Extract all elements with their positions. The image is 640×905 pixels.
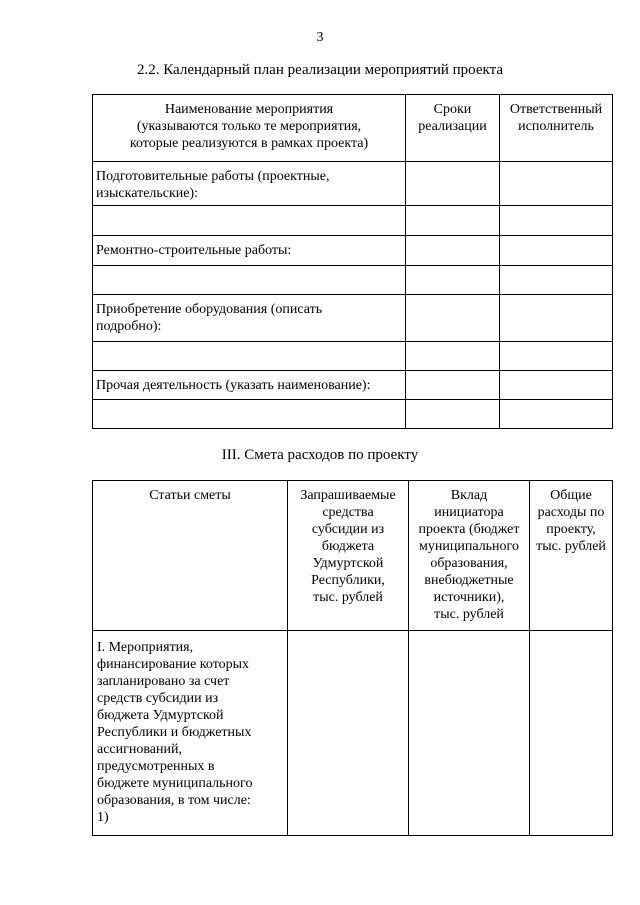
table-row xyxy=(93,236,613,266)
budget-estimate-table xyxy=(92,480,613,836)
implementation-plan-table xyxy=(92,94,613,429)
row-label: Прочая деятельность (указать наименование): xyxy=(93,371,406,400)
table-header-row xyxy=(93,95,613,162)
table-row xyxy=(93,400,613,429)
row-label: Приобретение оборудования (описать подробно): xyxy=(93,295,406,342)
header-initiator-contribution: Вклад инициатора проекта (бюджет муниципального образования, внебюджетные источники), тыс. рублей xyxy=(409,481,530,631)
table-cell[interactable] xyxy=(500,162,613,206)
table-cell[interactable] xyxy=(500,371,613,400)
plan-section-title: 2.2. Календарный план реализации мероприятий проекта xyxy=(136,62,503,78)
table-cell[interactable] xyxy=(500,295,613,342)
table-cell[interactable] xyxy=(409,631,530,836)
table-cell[interactable] xyxy=(500,266,613,295)
table-cell[interactable] xyxy=(500,206,613,236)
table-cell[interactable] xyxy=(500,342,613,371)
table-row xyxy=(93,371,613,400)
row-label: Ремонтно-строительные работы: xyxy=(93,236,406,266)
table-cell[interactable] xyxy=(406,342,500,371)
header-total-expenses: Общие расходы по проекту, тыс. рублей xyxy=(530,481,613,631)
header-dates: Сроки реализации xyxy=(406,95,500,162)
page-number: 3 xyxy=(316,30,324,45)
table-row xyxy=(93,342,613,371)
header-subsidy-funds: Запрашиваемые средства субсидии из бюджета Удмуртской Республики, тыс. рублей xyxy=(288,481,409,631)
header-activity-name: Наименование мероприятия (указываются только те мероприятия, которые реализуются в рамках проекта) xyxy=(93,95,406,162)
header-budget-items: Статьи сметы xyxy=(93,481,288,631)
row-label: I. Мероприятия, финансирование которых запланировано за счет средств субсидии из бюджета Удмуртской Республики и бюджетных ассигнований, предусмотренных в бюджете муниципального образования, в том числе: 1) xyxy=(93,631,288,836)
table-row xyxy=(93,206,613,236)
table-row xyxy=(93,295,613,342)
table-cell[interactable] xyxy=(288,631,409,836)
table-cell[interactable] xyxy=(500,400,613,429)
row-label[interactable] xyxy=(93,266,406,295)
budget-section-title: III. Смета расходов по проекту xyxy=(221,447,419,463)
row-label: Подготовительные работы (проектные, изыскательские): xyxy=(93,162,406,206)
table-cell[interactable] xyxy=(406,266,500,295)
table-cell[interactable] xyxy=(406,206,500,236)
table-cell[interactable] xyxy=(406,295,500,342)
table-row xyxy=(93,266,613,295)
table-cell[interactable] xyxy=(406,371,500,400)
table-cell[interactable] xyxy=(500,236,613,266)
row-label[interactable] xyxy=(93,206,406,236)
header-responsible: Ответственный исполнитель xyxy=(500,95,613,162)
row-label[interactable] xyxy=(93,400,406,429)
table-row xyxy=(93,162,613,206)
row-label[interactable] xyxy=(93,342,406,371)
table-cell[interactable] xyxy=(406,400,500,429)
table-cell[interactable] xyxy=(530,631,613,836)
table-header-row xyxy=(93,481,613,631)
table-cell[interactable] xyxy=(406,162,500,206)
table-row xyxy=(93,631,613,836)
table-cell[interactable] xyxy=(406,236,500,266)
